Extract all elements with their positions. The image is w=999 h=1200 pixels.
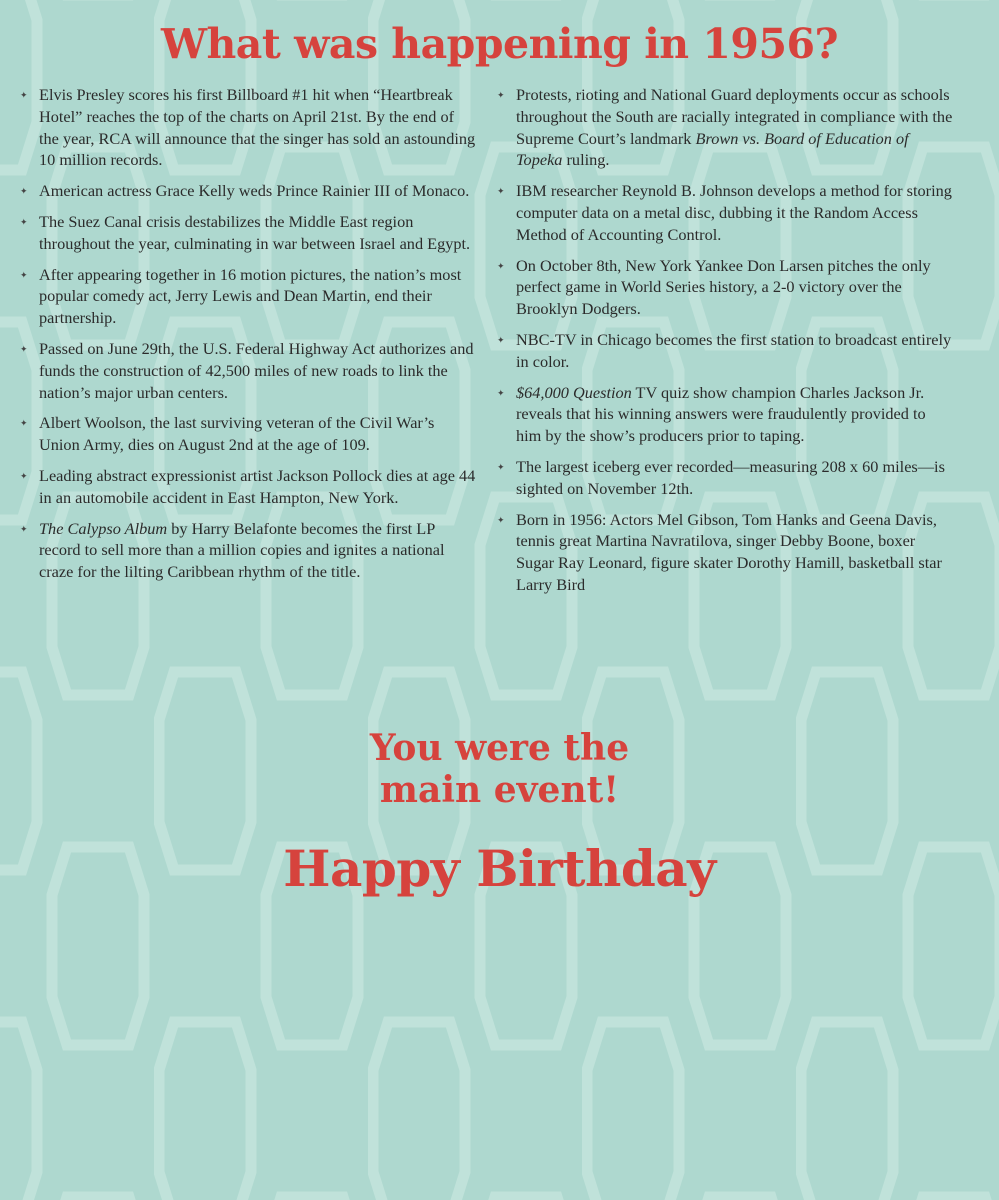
events-list-left	[18, 84, 476, 592]
list-item	[18, 412, 476, 456]
item-text: Protests, rioting and National Guard deployments occur as schools throughout the South are racially integrated in compliance with the Supreme Court’s landmark	[516, 85, 953, 148]
star-bullet-icon	[20, 265, 28, 287]
item-text: Born in 1956: Actors Mel Gibson, Tom Hanks and Geena Davis, tennis great Martina Navratilova, singer Debby Boone, boxer Sugar Ray Leonard, figure skater Dorothy Hamill, basketball star Larry Bird	[516, 509, 942, 594]
list-item	[495, 180, 955, 245]
item-text: IBM researcher Reynold B. Johnson develops a method for storing computer data on a metal disc, dubbing it the Random Access Method of Accounting Control.	[516, 181, 952, 244]
events-list-right	[495, 84, 955, 605]
list-item	[495, 509, 955, 596]
star-bullet-icon	[497, 330, 505, 352]
item-text-tail: ruling.	[562, 150, 610, 170]
tagline-line-1: You were the	[369, 727, 630, 769]
star-bullet-icon	[497, 457, 505, 479]
item-text: Leading abstract expressionist artist Jackson Pollock dies at age 44 in an automobile accident in East Hampton, New York.	[39, 465, 476, 507]
item-text: Albert Woolson, the last surviving veteran of the Civil War’s Union Army, dies on August 2nd at the age of 109.	[39, 413, 435, 455]
star-bullet-icon	[20, 519, 28, 541]
star-bullet-icon	[497, 510, 505, 532]
item-text: After appearing together in 16 motion pictures, the nation’s most popular comedy act, Jerry Lewis and Dean Martin, end their partnership.	[39, 264, 462, 328]
star-bullet-icon	[20, 339, 28, 361]
star-bullet-icon	[20, 466, 28, 488]
star-bullet-icon	[20, 212, 28, 234]
list-item	[495, 456, 955, 500]
list-item	[18, 465, 476, 509]
item-text: Passed on June 29th, the U.S. Federal Highway Act authorizes and funds the construction of 42,500 miles of new roads to link the nation’s major urban centers.	[39, 338, 474, 402]
item-italic-text: The Calypso Album	[39, 518, 168, 538]
list-item	[18, 338, 476, 403]
list-item	[18, 518, 476, 583]
tagline-line-2: main event!	[379, 769, 620, 811]
star-bullet-icon	[20, 85, 28, 107]
list-item	[18, 84, 476, 171]
item-text-tail: TV quiz show champion Charles Jackson Jr. reveals that his winning answers were fraudulently provided to him by the show’s producers prior to taping.	[516, 382, 926, 446]
happy-birthday-heading: Happy Birthday	[283, 839, 716, 898]
item-text: Elvis Presley scores his first Billboard #1 hit when “Heartbreak Hotel” reaches the top of the charts on April 21st. By the end of the year, RCA will announce that the singer has sold an astounding 10 million records.	[39, 85, 476, 170]
star-bullet-icon	[497, 181, 505, 203]
item-italic-text: Brown vs. Board of Education of Topeka	[516, 128, 909, 170]
star-bullet-icon	[497, 383, 505, 405]
list-item	[495, 255, 955, 320]
list-item	[18, 211, 476, 255]
item-text-tail: by Harry Belafonte becomes the first LP record to sell more than a million copies and ignites a national craze for the lilting Caribbean rhythm of the title.	[39, 518, 445, 582]
star-bullet-icon	[497, 85, 505, 107]
star-bullet-icon	[20, 181, 28, 203]
list-item	[495, 382, 955, 447]
item-text: NBC-TV in Chicago becomes the first station to broadcast entirely in color.	[516, 329, 952, 371]
page-title: What was happening in 1956?	[160, 20, 839, 68]
item-text: The Suez Canal crisis destabilizes the Middle East region throughout the year, culminating in war between Israel and Egypt.	[39, 211, 471, 253]
item-text: The largest iceberg ever recorded—measuring 208 x 60 miles—is sighted on November 12th.	[516, 456, 945, 498]
list-item	[18, 264, 476, 329]
list-item	[495, 329, 955, 373]
list-item	[495, 84, 955, 171]
tagline	[0, 727, 999, 811]
item-italic-text: $64,000 Question	[516, 382, 632, 402]
star-bullet-icon	[497, 256, 505, 278]
list-item	[18, 180, 476, 202]
star-bullet-icon	[20, 413, 28, 435]
item-text: On October 8th, New York Yankee Don Larsen pitches the only perfect game in World Series history, a 2-0 victory over the Brooklyn Dodgers.	[516, 255, 931, 319]
item-text: American actress Grace Kelly weds Prince Rainier III of Monaco.	[39, 181, 470, 201]
